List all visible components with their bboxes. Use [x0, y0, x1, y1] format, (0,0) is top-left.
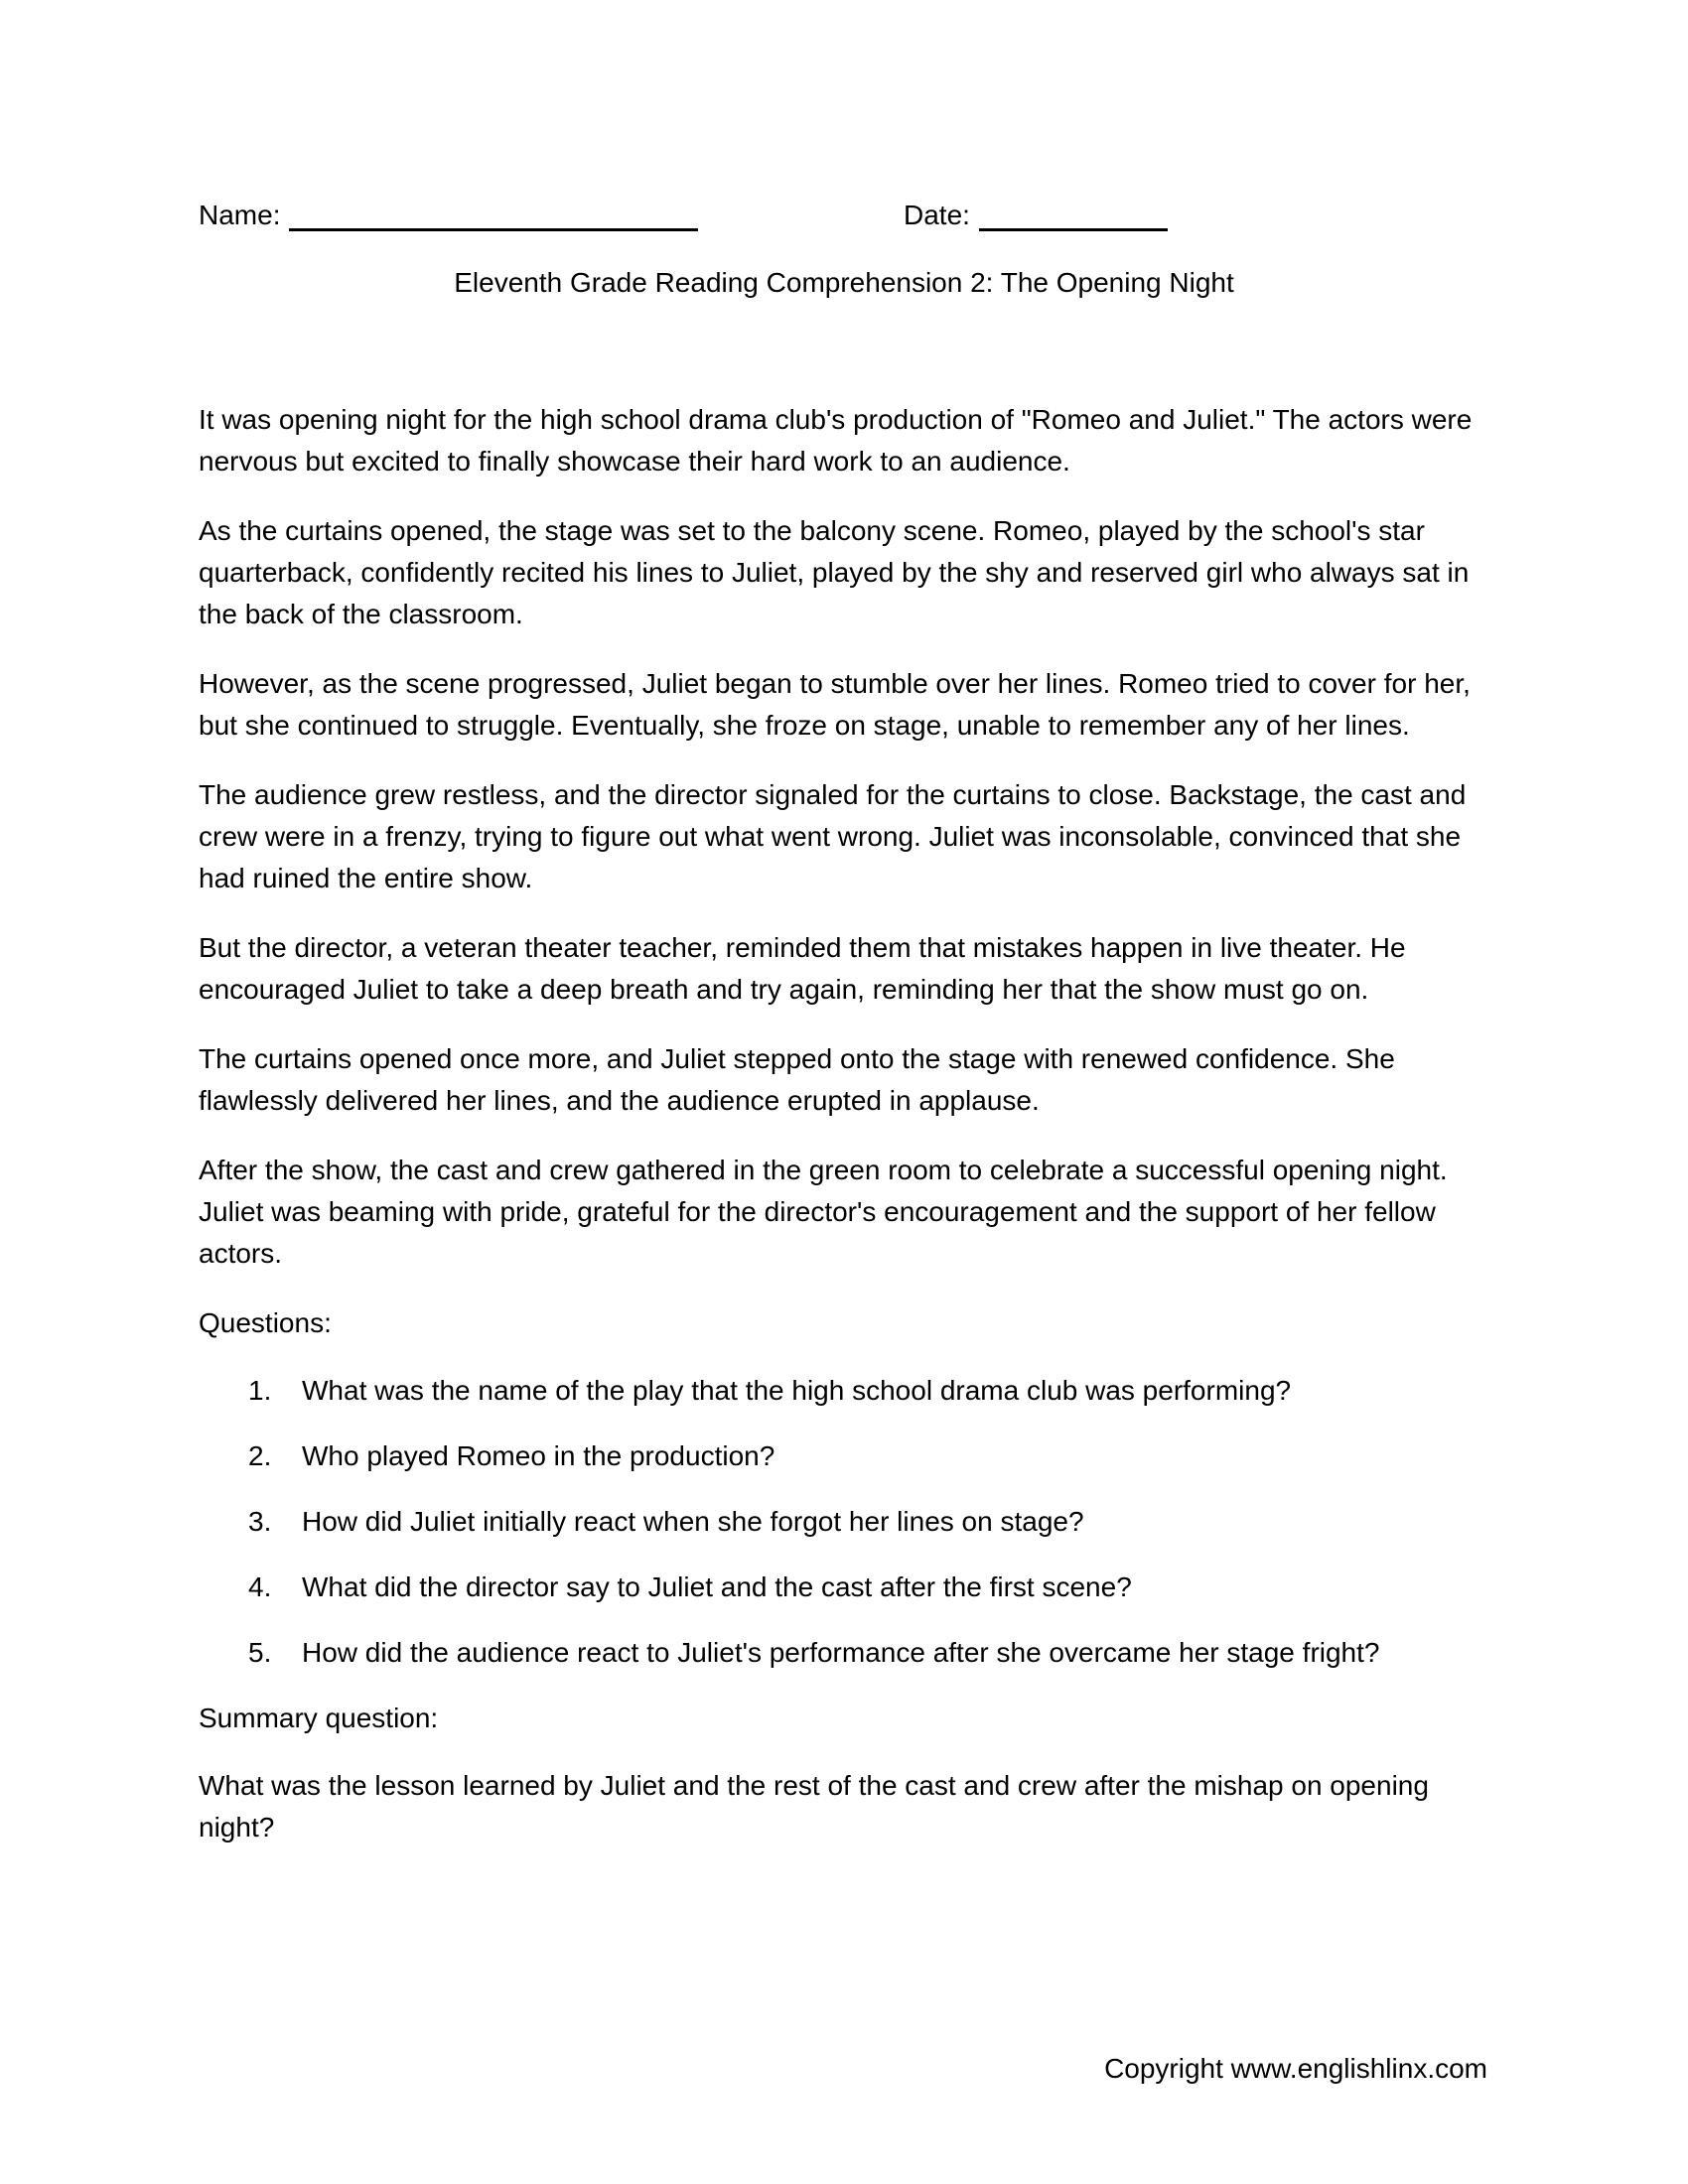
- question-text-1: What was the name of the play that the high school drama club was performing?: [302, 1375, 1292, 1406]
- passage-paragraph-4: The audience grew restless, and the director signaled for the curtains to close. Backstage, the cast and crew were in a frenzy, trying to figure out what went wrong. Juliet was inconsolable, convinced that she had ruined the entire show.: [199, 779, 1467, 893]
- question-text-5: How did the audience react to Juliet's performance after she overcame her stage fright?: [302, 1637, 1380, 1668]
- passage-paragraph-6: The curtains opened once more, and Juliet stepped onto the stage with renewed confidence. She flawlessly delivered her lines, and the audience erupted in applause.: [199, 1043, 1395, 1116]
- reading-passage: [199, 399, 1489, 1275]
- question-item-5: [199, 1632, 1489, 1674]
- summary-question: What was the lesson learned by Juliet and the rest of the cast and crew after the mishap on opening night?: [199, 1770, 1429, 1843]
- date-label: Date:: [904, 200, 970, 230]
- date-field: [904, 195, 1168, 236]
- passage-paragraph-2: As the curtains opened, the stage was set to the balcony scene. Romeo, played by the school's star quarterback, confidently recited his lines to Juliet, played by the shy and reserved girl who always sat in the back of the classroom.: [199, 515, 1470, 629]
- question-text-3: How did Juliet initially react when she forgot her lines on stage?: [302, 1506, 1084, 1537]
- copyright-notice: Copyright www.englishlinx.com: [1104, 2053, 1487, 2084]
- worksheet-title: Eleventh Grade Reading Comprehension 2: The Opening Night: [454, 267, 1234, 298]
- name-field: [199, 195, 698, 236]
- question-text-2: Who played Romeo in the production?: [302, 1440, 775, 1471]
- passage-paragraph-7: After the show, the cast and crew gathered in the green room to celebrate a successful opening night. Juliet was beaming with pride, grateful for the director's encouragement and the support of her fellow actors.: [199, 1155, 1448, 1269]
- questions-heading: Questions:: [199, 1307, 332, 1338]
- question-number-1: 1.: [248, 1375, 272, 1406]
- questions-list: [199, 1370, 1489, 1674]
- question-item-1: [199, 1370, 1489, 1412]
- summary-heading: Summary question:: [199, 1703, 439, 1733]
- question-number-3: 3.: [248, 1506, 272, 1537]
- passage-paragraph-3: However, as the scene progressed, Juliet began to stumble over her lines. Romeo tried to cover for her, but she continued to struggle. Eventually, she froze on stage, unable to remember any of her lines.: [199, 668, 1471, 741]
- question-text-4: What did the director say to Juliet and the cast after the first scene?: [302, 1571, 1132, 1602]
- date-blank-line: [979, 197, 1168, 231]
- name-date-row: [199, 195, 1489, 236]
- passage-paragraph-1: It was opening night for the high school drama club's production of "Romeo and Juliet." The actors were nervous but excited to finally showcase their hard work to an audience.: [199, 404, 1473, 477]
- question-item-2: [199, 1435, 1489, 1477]
- question-item-3: [199, 1501, 1489, 1543]
- passage-paragraph-5: But the director, a veteran theater teacher, reminded them that mistakes happen in live theater. He encouraged Juliet to take a deep breath and try again, reminding her that the show must go on.: [199, 932, 1406, 1005]
- name-label: Name:: [199, 200, 281, 230]
- question-number-4: 4.: [248, 1571, 272, 1602]
- name-blank-line: [289, 197, 698, 231]
- question-number-2: 2.: [248, 1440, 272, 1471]
- question-number-5: 5.: [248, 1637, 272, 1668]
- question-item-4: [199, 1567, 1489, 1608]
